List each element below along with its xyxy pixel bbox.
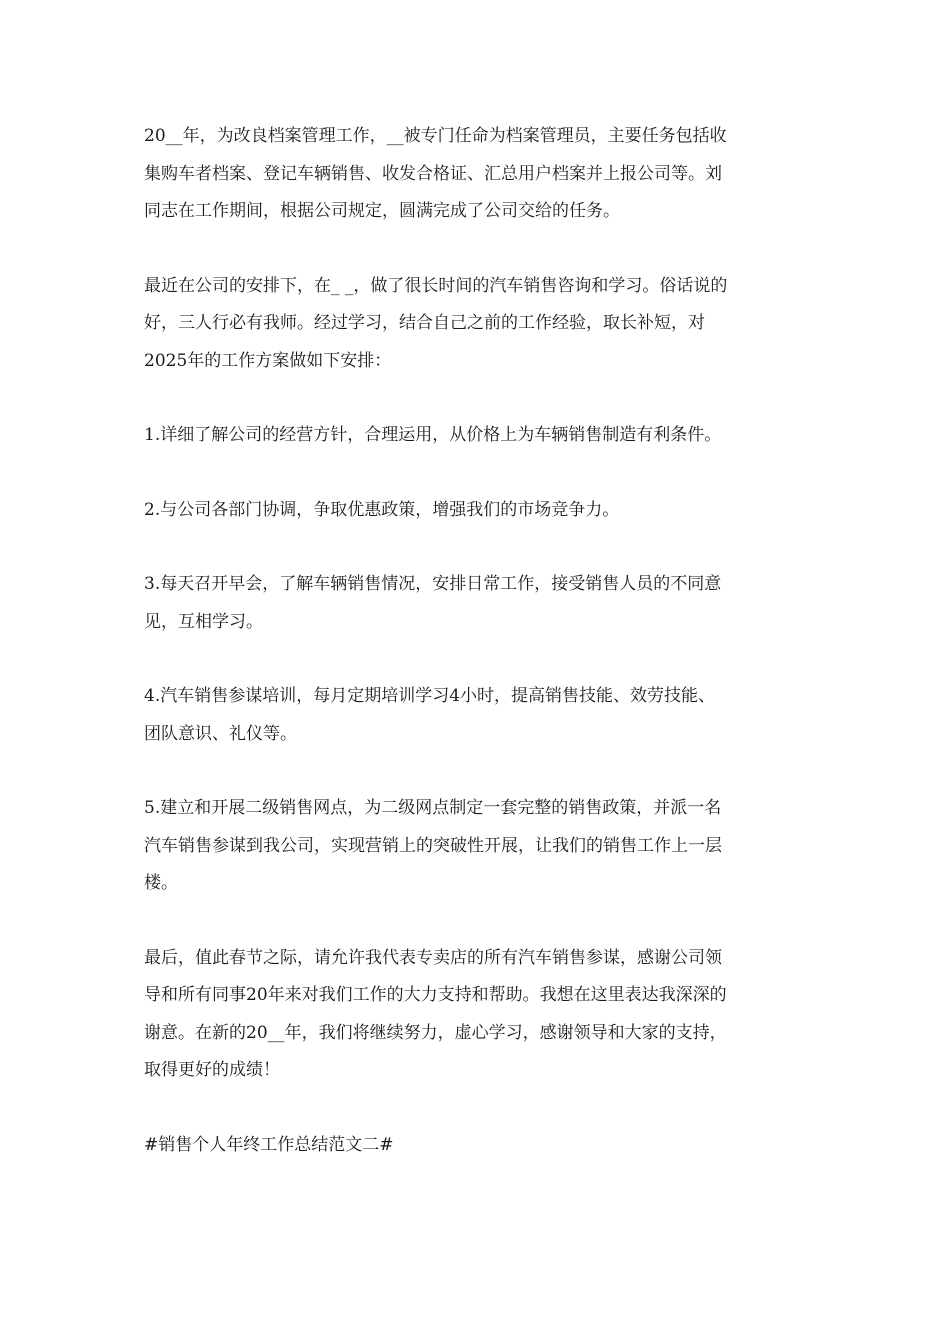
list-item-1 [144, 417, 804, 455]
list-item-5 [144, 790, 804, 903]
text-line: 导和所有同事20年来对我们工作的大力支持和帮助。我想在这里表达我深深的 [144, 985, 727, 1005]
text-line: 最近在公司的安排下，在_ _，做了很长时间的汽车销售咨询和学习。俗话说的 [144, 275, 728, 296]
paragraph-archive-work [144, 118, 804, 231]
text-line: 团队意识、礼仪等。 [144, 723, 297, 744]
text-line: 好，三人行必有我师。经过学习，结合自己之前的工作经验，取长补短，对 [144, 313, 705, 333]
paragraph-plan-intro [144, 268, 804, 381]
text-line: 谢意。在新的20__年，我们将继续努力，虚心学习，感谢领导和大家的支持， [144, 1022, 727, 1043]
text-line: 5.建立和开展二级销售网点，为二级网点制定一套完整的销售政策，并派一名 [144, 798, 722, 818]
text-line: 汽车销售参谋到我公司，实现营销上的突破性开展，让我们的销售工作上一层 [144, 835, 722, 856]
text-line: 3.每天召开早会，了解车辆销售情况，安排日常工作，接受销售人员的不同意 [144, 574, 722, 594]
text-line: 楼。 [144, 873, 178, 893]
text-line: 见，互相学习。 [144, 611, 263, 632]
text-line: 最后，值此春节之际，请允许我代表专卖店的所有汽车销售参谋，感谢公司领 [144, 947, 722, 968]
text-line: 同志在工作期间，根据公司规定，圆满完成了公司交给的任务。 [144, 201, 620, 221]
document-body [144, 118, 804, 1164]
text-line: 取得更好的成绩！ [144, 1060, 280, 1080]
list-item-4 [144, 678, 804, 753]
list-item-3 [144, 566, 804, 641]
text-line: 1.详细了解公司的经营方针，合理运用，从价格上为车辆销售制造有利条件。 [144, 425, 722, 445]
text-line: 4.汽车销售参谋培训，每月定期培训学习4小时，提高销售技能、效劳技能、 [144, 686, 716, 706]
paragraph-closing [144, 940, 804, 1090]
text-line: 2025年的工作方案做如下安排： [144, 350, 392, 371]
list-item-2 [144, 492, 804, 530]
section-heading: #销售个人年终工作总结范文二# [144, 1134, 394, 1155]
text-line: 集购车者档案、登记车辆销售、收发合格证、汇总用户档案并上报公司等。刘 [144, 163, 722, 184]
text-line: 2.与公司各部门协调，争取优惠政策，增强我们的市场竞争力。 [144, 499, 620, 520]
text-line: 20__年，为改良档案管理工作，__被专门任命为档案管理员，主要任务包括收 [144, 126, 727, 146]
